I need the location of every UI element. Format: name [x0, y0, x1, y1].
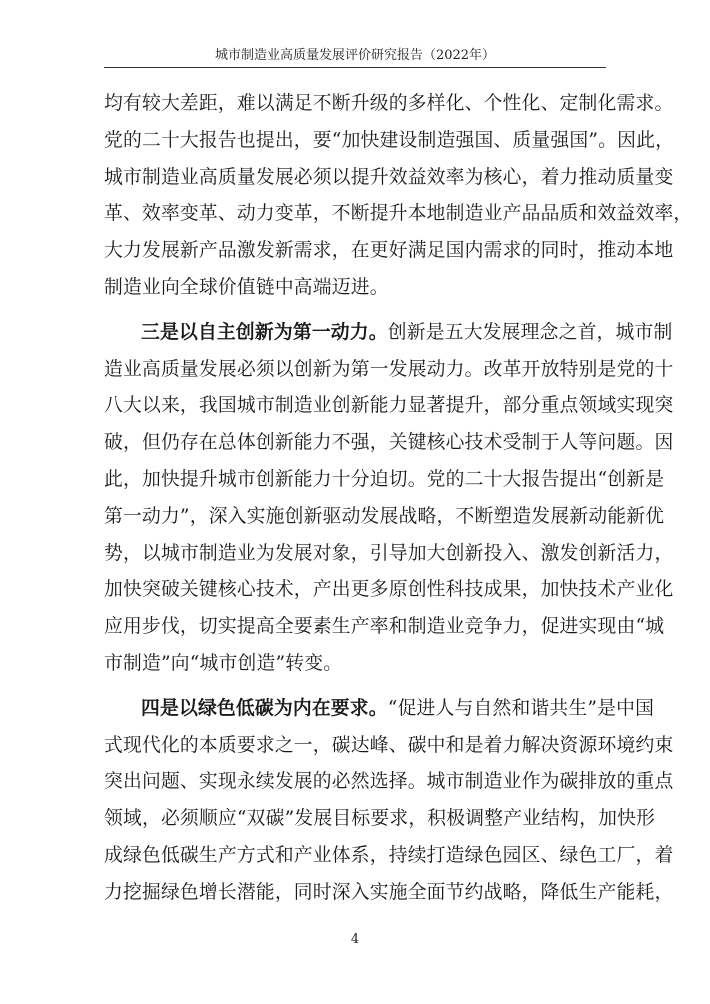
text-span: 创新是五大发展理念之首，城市制: [387, 321, 673, 343]
paragraph-lead-heading: 三是以自主创新为第一动力。: [141, 321, 388, 343]
paragraph-3: [104, 691, 674, 912]
header-rule: [104, 67, 606, 68]
text-line: [104, 691, 655, 728]
text-line: 党的二十大报告也提出，要“加快建设制造强国、质量强国”。因此，: [104, 129, 675, 151]
text-line: 加快突破关键核心技术，产出更多原创性科技成果，加快技术产业化: [104, 579, 674, 601]
text-line: 破，但仍存在总体创新能力不强，关键核心技术受制于人等问题。因: [104, 432, 674, 454]
text-line: 突出问题、实现永续发展的必然选择。城市制造业作为碳排放的重点: [104, 771, 674, 793]
text-line: 此，加快提升城市创新能力十分迫切。党的二十大报告提出“创新是: [104, 468, 665, 490]
text-line: 势，以城市制造业为发展对象，引导加大创新投入、激发创新活力，: [104, 542, 674, 564]
text-line: 八大以来，我国城市制造业创新能力显著提升，部分重点领域实现突: [104, 395, 674, 417]
text-line: 市制造”向“城市创造”转变。: [104, 652, 343, 674]
text-line: 城市制造业高质量发展必须以提升效益效率为核心，着力推动质量变: [104, 166, 674, 188]
page-number: 4: [350, 932, 360, 947]
text-line: [104, 315, 673, 352]
text-line: 成绿色低碳生产方式和产业体系，持续打造绿色园区、绿色工厂，着: [104, 844, 674, 866]
paragraph-2: [104, 315, 674, 683]
text-line: 第一动力”，深入实施创新驱动发展战略，不断塑造发展新动能新优: [104, 505, 665, 527]
text-line: 均有较大差距，难以满足不断升级的多样化、个性化、定制化需求。: [104, 93, 674, 114]
text-line: 大力发展新产品激发新需求，在更好满足国内需求的同时，推动本地: [104, 240, 674, 262]
text-line: 造业高质量发展必须以创新为第一发展动力。改革开放特别是党的十: [104, 358, 674, 380]
text-line: 领域，必须顺应“双碳”发展目标要求，积极调整产业结构，加快形: [104, 808, 656, 830]
paragraph-lead-heading: 四是以绿色低碳为内在要求。: [141, 697, 388, 719]
text-line: 力挖掘绿色增长潜能，同时深入实施全面节约战略，降低生产能耗，: [104, 881, 674, 903]
body-text: [104, 86, 693, 912]
text-span: “促进人与自然和谐共生”是中国: [387, 697, 655, 719]
text-line: 应用步伐，切实提高全要素生产率和制造业竞争力，促进实现由“城: [104, 616, 665, 638]
text-line: 式现代化的本质要求之一，碳达峰、碳中和是着力解决资源环境约束: [104, 734, 674, 756]
text-line: 革、效率变革、动力变革，不断提升本地制造业产品品质和效益效率，: [104, 203, 693, 225]
running-header: 城市制造业高质量发展评价研究报告（2022年）: [214, 48, 496, 63]
paragraph-1: [104, 86, 693, 307]
text-line: 制造业向全球价值链中高端迈进。: [104, 276, 389, 298]
